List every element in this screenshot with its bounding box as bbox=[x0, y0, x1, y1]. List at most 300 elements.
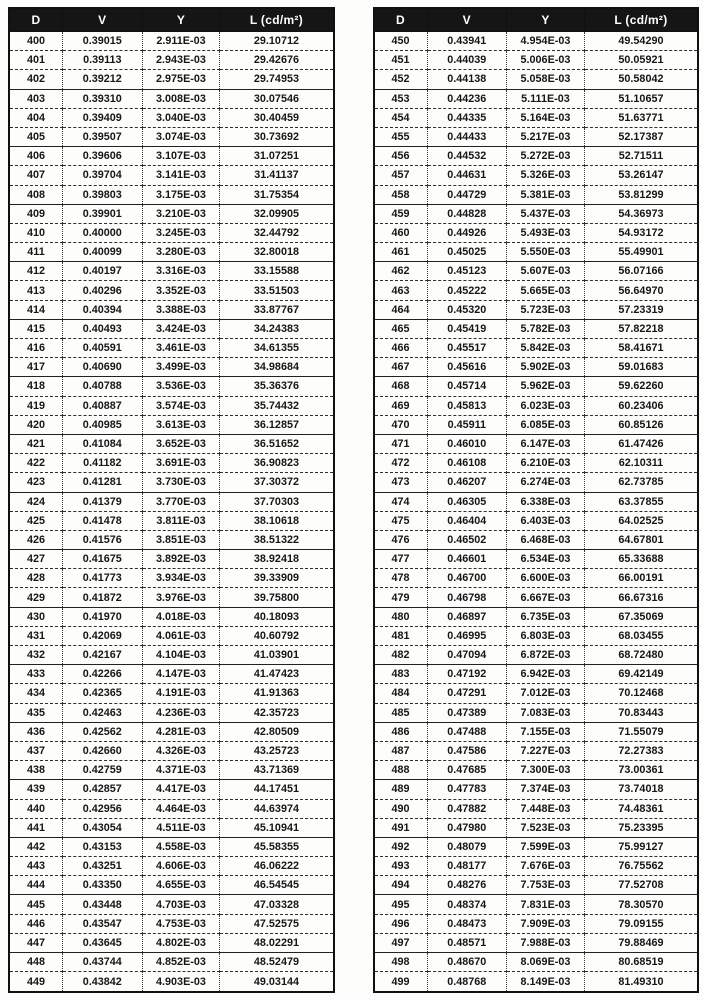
table-row bbox=[9, 741, 334, 760]
table-row bbox=[9, 684, 334, 703]
table-row bbox=[9, 300, 334, 319]
cell: 415 bbox=[9, 319, 63, 338]
table-row bbox=[374, 32, 699, 51]
table-row bbox=[9, 223, 334, 242]
column-header-y: Y bbox=[507, 8, 585, 32]
table-row bbox=[374, 281, 699, 300]
cell: 473 bbox=[374, 473, 428, 492]
cell: 453 bbox=[374, 89, 428, 108]
cell: 7.753E-03 bbox=[507, 876, 585, 895]
cell: 51.63771 bbox=[584, 108, 698, 127]
cell: 47.52575 bbox=[220, 914, 334, 933]
cell: 459 bbox=[374, 204, 428, 223]
cell: 426 bbox=[9, 530, 63, 549]
table-row bbox=[9, 857, 334, 876]
cell: 80.68519 bbox=[584, 953, 698, 972]
cell: 0.45813 bbox=[427, 396, 507, 415]
cell: 0.44926 bbox=[427, 223, 507, 242]
cell: 8.069E-03 bbox=[507, 953, 585, 972]
cell: 417 bbox=[9, 358, 63, 377]
cell: 457 bbox=[374, 166, 428, 185]
cell: 421 bbox=[9, 434, 63, 453]
cell: 469 bbox=[374, 396, 428, 415]
cell: 53.81299 bbox=[584, 185, 698, 204]
cell: 0.40000 bbox=[63, 223, 143, 242]
cell: 3.352E-03 bbox=[142, 281, 220, 300]
cell: 33.15588 bbox=[220, 262, 334, 281]
cell: 62.10311 bbox=[584, 454, 698, 473]
cell: 461 bbox=[374, 243, 428, 262]
cell: 0.43842 bbox=[63, 972, 143, 992]
cell: 30.73692 bbox=[220, 127, 334, 146]
cell: 4.061E-03 bbox=[142, 626, 220, 645]
cell: 0.43350 bbox=[63, 876, 143, 895]
table-row bbox=[9, 914, 334, 933]
cell: 0.43547 bbox=[63, 914, 143, 933]
cell: 7.523E-03 bbox=[507, 818, 585, 837]
cell: 0.43251 bbox=[63, 857, 143, 876]
cell: 43.71369 bbox=[220, 761, 334, 780]
cell: 7.012E-03 bbox=[507, 684, 585, 703]
table-row bbox=[374, 741, 699, 760]
cell: 0.39901 bbox=[63, 204, 143, 223]
table-row bbox=[9, 837, 334, 856]
cell: 475 bbox=[374, 511, 428, 530]
cell: 77.52708 bbox=[584, 876, 698, 895]
cell: 7.676E-03 bbox=[507, 857, 585, 876]
table-row bbox=[374, 339, 699, 358]
cell: 29.10712 bbox=[220, 32, 334, 51]
table-row bbox=[374, 933, 699, 952]
cell: 474 bbox=[374, 492, 428, 511]
cell: 441 bbox=[9, 818, 63, 837]
table-row bbox=[9, 588, 334, 607]
cell: 4.655E-03 bbox=[142, 876, 220, 895]
table-row bbox=[374, 108, 699, 127]
cell: 439 bbox=[9, 780, 63, 799]
cell: 0.44433 bbox=[427, 127, 507, 146]
cell: 6.735E-03 bbox=[507, 607, 585, 626]
cell: 0.44039 bbox=[427, 51, 507, 70]
cell: 0.46601 bbox=[427, 550, 507, 569]
table-row bbox=[9, 511, 334, 530]
cell: 70.83443 bbox=[584, 703, 698, 722]
cell: 47.03328 bbox=[220, 895, 334, 914]
cell: 5.006E-03 bbox=[507, 51, 585, 70]
cell: 40.18093 bbox=[220, 607, 334, 626]
cell: 0.45123 bbox=[427, 262, 507, 281]
table-row bbox=[374, 185, 699, 204]
cell: 35.36376 bbox=[220, 377, 334, 396]
cell: 404 bbox=[9, 108, 63, 127]
cell: 7.083E-03 bbox=[507, 703, 585, 722]
cell: 414 bbox=[9, 300, 63, 319]
header-row bbox=[374, 8, 699, 32]
cell: 4.417E-03 bbox=[142, 780, 220, 799]
cell: 0.44335 bbox=[427, 108, 507, 127]
cell: 401 bbox=[9, 51, 63, 70]
table-row bbox=[374, 454, 699, 473]
cell: 416 bbox=[9, 339, 63, 358]
cell: 452 bbox=[374, 70, 428, 89]
cell: 497 bbox=[374, 933, 428, 952]
cell: 498 bbox=[374, 953, 428, 972]
cell: 4.236E-03 bbox=[142, 703, 220, 722]
cell: 0.46700 bbox=[427, 569, 507, 588]
cell: 3.730E-03 bbox=[142, 473, 220, 492]
cell: 0.44729 bbox=[427, 185, 507, 204]
cell: 5.164E-03 bbox=[507, 108, 585, 127]
cell: 0.48768 bbox=[427, 972, 507, 992]
table-row bbox=[9, 722, 334, 741]
cell: 0.44532 bbox=[427, 147, 507, 166]
cell: 0.41970 bbox=[63, 607, 143, 626]
cell: 29.74953 bbox=[220, 70, 334, 89]
cell: 413 bbox=[9, 281, 63, 300]
cell: 36.51652 bbox=[220, 434, 334, 453]
table-row bbox=[9, 876, 334, 895]
table-row bbox=[374, 588, 699, 607]
cell: 434 bbox=[9, 684, 63, 703]
table-row bbox=[9, 185, 334, 204]
cell: 0.47094 bbox=[427, 646, 507, 665]
cell: 3.040E-03 bbox=[142, 108, 220, 127]
cell: 5.902E-03 bbox=[507, 358, 585, 377]
cell: 55.49901 bbox=[584, 243, 698, 262]
cell: 447 bbox=[9, 933, 63, 952]
cell: 76.75562 bbox=[584, 857, 698, 876]
cell: 471 bbox=[374, 434, 428, 453]
table-row bbox=[374, 415, 699, 434]
cell: 488 bbox=[374, 761, 428, 780]
cell: 464 bbox=[374, 300, 428, 319]
table-row bbox=[374, 626, 699, 645]
cell: 6.147E-03 bbox=[507, 434, 585, 453]
cell: 34.24383 bbox=[220, 319, 334, 338]
cell: 5.607E-03 bbox=[507, 262, 585, 281]
cell: 466 bbox=[374, 339, 428, 358]
cell: 0.41379 bbox=[63, 492, 143, 511]
cell: 0.47586 bbox=[427, 741, 507, 760]
cell: 484 bbox=[374, 684, 428, 703]
cell: 0.39803 bbox=[63, 185, 143, 204]
column-header-v: V bbox=[63, 8, 143, 32]
table-row bbox=[374, 646, 699, 665]
table-row bbox=[374, 434, 699, 453]
cell: 64.67801 bbox=[584, 530, 698, 549]
cell: 0.39310 bbox=[63, 89, 143, 108]
cell: 32.09905 bbox=[220, 204, 334, 223]
cell: 5.962E-03 bbox=[507, 377, 585, 396]
cell: 56.64970 bbox=[584, 281, 698, 300]
cell: 7.374E-03 bbox=[507, 780, 585, 799]
cell: 7.599E-03 bbox=[507, 837, 585, 856]
cell: 0.47389 bbox=[427, 703, 507, 722]
cell: 6.085E-03 bbox=[507, 415, 585, 434]
cell: 0.47192 bbox=[427, 665, 507, 684]
cell: 59.01683 bbox=[584, 358, 698, 377]
table-row bbox=[374, 876, 699, 895]
cell: 0.41675 bbox=[63, 550, 143, 569]
cell: 7.988E-03 bbox=[507, 933, 585, 952]
cell: 5.782E-03 bbox=[507, 319, 585, 338]
cell: 5.326E-03 bbox=[507, 166, 585, 185]
cell: 0.40493 bbox=[63, 319, 143, 338]
cell: 33.51503 bbox=[220, 281, 334, 300]
table-row bbox=[374, 972, 699, 992]
table-row bbox=[9, 818, 334, 837]
cell: 41.47423 bbox=[220, 665, 334, 684]
cell: 451 bbox=[374, 51, 428, 70]
cell: 6.468E-03 bbox=[507, 530, 585, 549]
cell: 477 bbox=[374, 550, 428, 569]
cell: 50.58042 bbox=[584, 70, 698, 89]
cell: 0.43941 bbox=[427, 32, 507, 51]
table-row bbox=[9, 703, 334, 722]
cell: 0.41281 bbox=[63, 473, 143, 492]
cell: 6.942E-03 bbox=[507, 665, 585, 684]
cell: 483 bbox=[374, 665, 428, 684]
cell: 436 bbox=[9, 722, 63, 741]
table-row bbox=[374, 953, 699, 972]
cell: 6.210E-03 bbox=[507, 454, 585, 473]
cell: 7.831E-03 bbox=[507, 895, 585, 914]
table-row bbox=[374, 358, 699, 377]
cell: 0.41576 bbox=[63, 530, 143, 549]
table-row bbox=[9, 51, 334, 70]
table-row bbox=[9, 89, 334, 108]
cell: 5.381E-03 bbox=[507, 185, 585, 204]
table-row bbox=[374, 51, 699, 70]
column-header-v: V bbox=[427, 8, 507, 32]
cell: 4.326E-03 bbox=[142, 741, 220, 760]
table-row bbox=[9, 204, 334, 223]
cell: 443 bbox=[9, 857, 63, 876]
cell: 3.210E-03 bbox=[142, 204, 220, 223]
cell: 3.008E-03 bbox=[142, 89, 220, 108]
cell: 44.63974 bbox=[220, 799, 334, 818]
cell: 492 bbox=[374, 837, 428, 856]
cell: 0.46798 bbox=[427, 588, 507, 607]
cell: 3.074E-03 bbox=[142, 127, 220, 146]
cell: 0.41773 bbox=[63, 569, 143, 588]
cell: 6.274E-03 bbox=[507, 473, 585, 492]
cell: 0.46010 bbox=[427, 434, 507, 453]
cell: 3.811E-03 bbox=[142, 511, 220, 530]
cell: 0.46897 bbox=[427, 607, 507, 626]
cell: 59.62260 bbox=[584, 377, 698, 396]
cell: 472 bbox=[374, 454, 428, 473]
cell: 400 bbox=[9, 32, 63, 51]
table-row bbox=[9, 761, 334, 780]
cell: 0.42266 bbox=[63, 665, 143, 684]
cell: 52.17387 bbox=[584, 127, 698, 146]
cell: 468 bbox=[374, 377, 428, 396]
cell: 463 bbox=[374, 281, 428, 300]
cell: 29.42676 bbox=[220, 51, 334, 70]
cell: 2.911E-03 bbox=[142, 32, 220, 51]
cell: 0.42956 bbox=[63, 799, 143, 818]
table-row bbox=[374, 127, 699, 146]
cell: 7.155E-03 bbox=[507, 722, 585, 741]
cell: 0.39212 bbox=[63, 70, 143, 89]
cell: 3.141E-03 bbox=[142, 166, 220, 185]
cell: 0.40887 bbox=[63, 396, 143, 415]
cell: 0.39704 bbox=[63, 166, 143, 185]
table-row bbox=[9, 166, 334, 185]
cell: 487 bbox=[374, 741, 428, 760]
cell: 476 bbox=[374, 530, 428, 549]
cell: 486 bbox=[374, 722, 428, 741]
cell: 0.41478 bbox=[63, 511, 143, 530]
cell: 64.02525 bbox=[584, 511, 698, 530]
cell: 3.388E-03 bbox=[142, 300, 220, 319]
cell: 60.23406 bbox=[584, 396, 698, 415]
cell: 6.534E-03 bbox=[507, 550, 585, 569]
table-row bbox=[374, 300, 699, 319]
cell: 5.217E-03 bbox=[507, 127, 585, 146]
cell: 403 bbox=[9, 89, 63, 108]
cell: 499 bbox=[374, 972, 428, 992]
cell: 444 bbox=[9, 876, 63, 895]
cell: 6.403E-03 bbox=[507, 511, 585, 530]
cell: 39.75800 bbox=[220, 588, 334, 607]
table-row bbox=[374, 262, 699, 281]
cell: 405 bbox=[9, 127, 63, 146]
table-row bbox=[9, 933, 334, 952]
cell: 420 bbox=[9, 415, 63, 434]
cell: 5.665E-03 bbox=[507, 281, 585, 300]
cell: 4.371E-03 bbox=[142, 761, 220, 780]
cell: 0.47980 bbox=[427, 818, 507, 837]
cell: 0.40394 bbox=[63, 300, 143, 319]
cell: 3.316E-03 bbox=[142, 262, 220, 281]
cell: 79.88469 bbox=[584, 933, 698, 952]
cell: 493 bbox=[374, 857, 428, 876]
cell: 0.42365 bbox=[63, 684, 143, 703]
cell: 490 bbox=[374, 799, 428, 818]
cell: 0.39113 bbox=[63, 51, 143, 70]
cell: 0.46404 bbox=[427, 511, 507, 530]
cell: 409 bbox=[9, 204, 63, 223]
cell: 4.511E-03 bbox=[142, 818, 220, 837]
cell: 0.45616 bbox=[427, 358, 507, 377]
cell: 36.12857 bbox=[220, 415, 334, 434]
cell: 4.852E-03 bbox=[142, 953, 220, 972]
cell: 3.770E-03 bbox=[142, 492, 220, 511]
table-row bbox=[374, 665, 699, 684]
cell: 3.976E-03 bbox=[142, 588, 220, 607]
cell: 485 bbox=[374, 703, 428, 722]
cell: 0.44828 bbox=[427, 204, 507, 223]
cell: 66.67316 bbox=[584, 588, 698, 607]
cell: 5.493E-03 bbox=[507, 223, 585, 242]
cell: 482 bbox=[374, 646, 428, 665]
cell: 0.41182 bbox=[63, 454, 143, 473]
table-row bbox=[9, 530, 334, 549]
cell: 52.71511 bbox=[584, 147, 698, 166]
cell: 7.909E-03 bbox=[507, 914, 585, 933]
cell: 4.903E-03 bbox=[142, 972, 220, 992]
cell: 4.703E-03 bbox=[142, 895, 220, 914]
cell: 60.85126 bbox=[584, 415, 698, 434]
cell: 50.05921 bbox=[584, 51, 698, 70]
cell: 69.42149 bbox=[584, 665, 698, 684]
table-row bbox=[9, 646, 334, 665]
cell: 3.934E-03 bbox=[142, 569, 220, 588]
cell: 73.74018 bbox=[584, 780, 698, 799]
cell: 0.48670 bbox=[427, 953, 507, 972]
cell: 4.954E-03 bbox=[507, 32, 585, 51]
cell: 465 bbox=[374, 319, 428, 338]
table-row bbox=[9, 32, 334, 51]
cell: 0.47783 bbox=[427, 780, 507, 799]
cell: 425 bbox=[9, 511, 63, 530]
cell: 7.300E-03 bbox=[507, 761, 585, 780]
cell: 418 bbox=[9, 377, 63, 396]
table-row bbox=[9, 895, 334, 914]
table-row bbox=[374, 684, 699, 703]
cell: 419 bbox=[9, 396, 63, 415]
cell: 4.147E-03 bbox=[142, 665, 220, 684]
cell: 0.43153 bbox=[63, 837, 143, 856]
table-row bbox=[374, 837, 699, 856]
cell: 32.44792 bbox=[220, 223, 334, 242]
cell: 478 bbox=[374, 569, 428, 588]
cell: 446 bbox=[9, 914, 63, 933]
cell: 3.613E-03 bbox=[142, 415, 220, 434]
cell: 5.723E-03 bbox=[507, 300, 585, 319]
cell: 3.691E-03 bbox=[142, 454, 220, 473]
cell: 3.652E-03 bbox=[142, 434, 220, 453]
cell: 3.107E-03 bbox=[142, 147, 220, 166]
luminance-table-450-499 bbox=[373, 7, 700, 993]
cell: 42.35723 bbox=[220, 703, 334, 722]
cell: 454 bbox=[374, 108, 428, 127]
cell: 41.03901 bbox=[220, 646, 334, 665]
cell: 407 bbox=[9, 166, 63, 185]
cell: 41.91363 bbox=[220, 684, 334, 703]
cell: 462 bbox=[374, 262, 428, 281]
cell: 456 bbox=[374, 147, 428, 166]
cell: 6.338E-03 bbox=[507, 492, 585, 511]
cell: 54.36973 bbox=[584, 204, 698, 223]
column-header-l: L (cd/m²) bbox=[220, 8, 334, 32]
cell: 61.47426 bbox=[584, 434, 698, 453]
cell: 0.46502 bbox=[427, 530, 507, 549]
cell: 448 bbox=[9, 953, 63, 972]
cell: 57.23319 bbox=[584, 300, 698, 319]
cell: 412 bbox=[9, 262, 63, 281]
cell: 4.606E-03 bbox=[142, 857, 220, 876]
table-row bbox=[374, 377, 699, 396]
table-row bbox=[9, 377, 334, 396]
cell: 491 bbox=[374, 818, 428, 837]
cell: 67.35069 bbox=[584, 607, 698, 626]
table-row bbox=[9, 626, 334, 645]
column-header-l: L (cd/m²) bbox=[584, 8, 698, 32]
cell: 432 bbox=[9, 646, 63, 665]
cell: 0.40690 bbox=[63, 358, 143, 377]
cell: 0.44236 bbox=[427, 89, 507, 108]
header-row bbox=[9, 8, 334, 32]
cell: 408 bbox=[9, 185, 63, 204]
cell: 438 bbox=[9, 761, 63, 780]
cell: 46.54545 bbox=[220, 876, 334, 895]
cell: 427 bbox=[9, 550, 63, 569]
cell: 479 bbox=[374, 588, 428, 607]
cell: 0.47488 bbox=[427, 722, 507, 741]
